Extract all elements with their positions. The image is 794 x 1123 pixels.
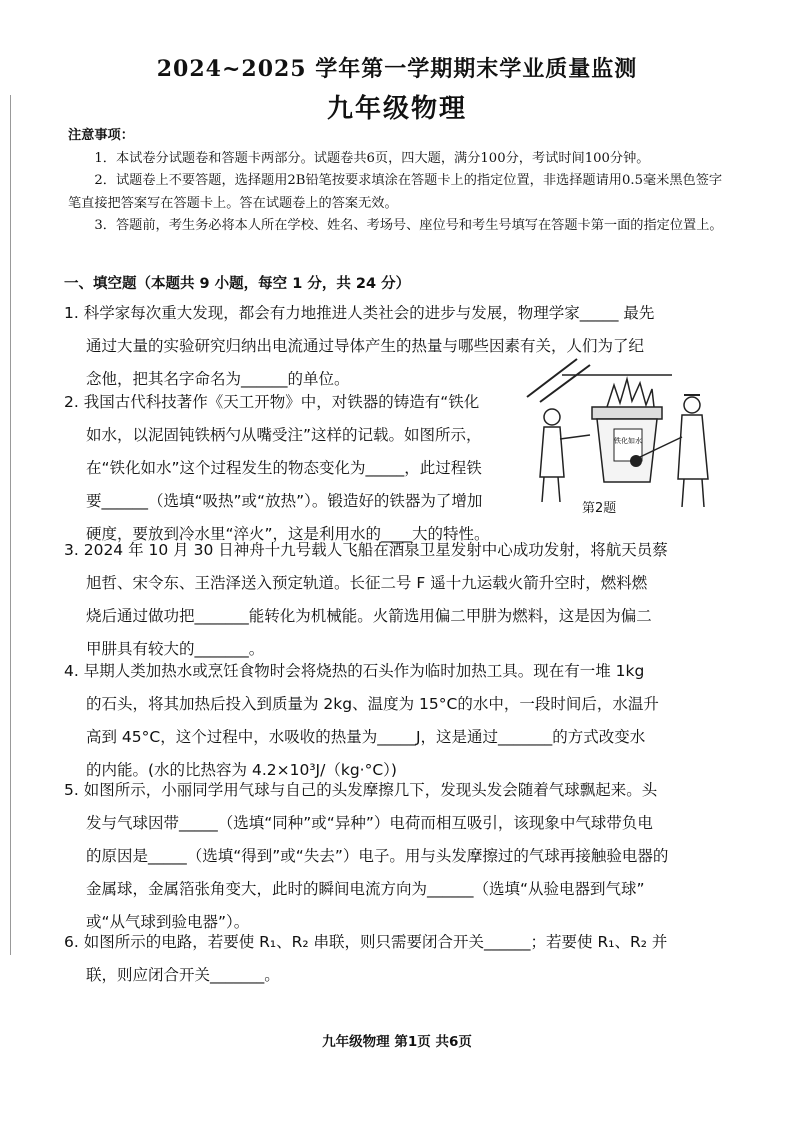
notes-block — [68, 125, 728, 238]
figure-caption: 第2题 — [582, 501, 617, 516]
question-line: 2. 我国古代科技著作《天工开物》中，对铁器的铸造有“铁化 — [64, 393, 480, 411]
binding-line — [10, 95, 11, 955]
worker-left — [540, 409, 590, 502]
question-line: 或“从气球到验电器”）。 — [86, 913, 250, 931]
question-line: 甲肼具有较大的_______。 — [86, 640, 265, 658]
note-item: 2．试题卷上不要答题，选择题用2B铅笔按要求填涂在答题卡上的指定位置，非选择题请用0.5毫米黑色签字笔直接把答案写在答题卡上。答在试题卷上的答案无效。 — [68, 173, 723, 211]
casting-illustration — [522, 357, 720, 517]
question-line: 3. 2024 年 10 月 30 日神舟十九号载人飞船在酒泉卫星发射中心成功发射，将航天员蔡 — [64, 541, 668, 559]
question-line: 的原因是_____（选填“得到”或“失去”）电子。用与头发摩擦过的气球再接触验电器的 — [86, 847, 669, 865]
question-line: 4. 早期人类加热水或烹饪食物时会将烧热的石头作为临时加热工具。现在有一堆 1kg — [64, 662, 645, 680]
question-5 — [64, 774, 744, 939]
question-line: 联，则应闭合开关_______。 — [86, 966, 280, 984]
question-line: 旭哲、宋令东、王浩泽送入预定轨道。长征二号 F 遥十九运载火箭升空时，燃料燃 — [86, 574, 648, 592]
note-item: 1．本试卷分试题卷和答题卡两部分。试题卷共6页，四大题，满分100分，考试时间100分钟。 — [94, 150, 650, 166]
furnace — [592, 379, 662, 482]
question-line: 5. 如图所示，小丽同学用气球与自己的头发摩擦几下，发现头发会随着气球飘起来。头 — [64, 781, 658, 799]
question-line: 高到 45°C，这个过程中，水吸收的热量为_____J，这是通过_______的方式改变水 — [86, 728, 646, 746]
exam-subject: 九年级物理 — [326, 94, 467, 124]
question-line: 1. 科学家每次重大发现，都会有力地推进人类社会的进步与发展，物理学家_____ 最先 — [64, 304, 655, 322]
section-heading: 一、填空题（本题共 9 小题，每空 1 分，共 24 分） — [64, 276, 411, 292]
page-footer: 九年级物理 第1页 共6页 — [322, 1034, 472, 1050]
question-line: 金属球，金属箔张角变大，此时的瞬间电流方向为______（选填“从验电器到气球” — [86, 880, 645, 898]
notes-heading: 注意事项： — [68, 128, 134, 143]
note-item: 3．答题前，考生务必将本人所在学校、姓名、考场号、座位号和考生号填写在答题卡第一面的指定位置上。 — [94, 218, 723, 233]
exam-title: 2024~2025 学年第一学期期末学业质量监测 — [156, 56, 638, 82]
question-6 — [64, 926, 744, 992]
question-line: 在“铁化如水”这个过程发生的物态变化为_____，此过程铁 — [86, 459, 482, 477]
binding-margin — [0, 0, 20, 1123]
question-line: 念他，把其名字命名为______的单位。 — [86, 370, 350, 388]
furnace-label: 铁化如水 — [614, 437, 642, 445]
question-line: 要______（选填“吸热”或“放热”）。锻造好的铁器为了增加 — [86, 492, 483, 510]
question-line: 6. 如图所示的电路，若要使 R₁、R₂ 串联，则只需要闭合开关______；若要使 R₁、R₂ 并 — [64, 933, 668, 951]
question-line: 如水，以泥固钝铁柄勺从嘴受注”这样的记载。如图所示， — [86, 426, 482, 444]
question-4 — [64, 655, 744, 787]
question-line: 硬度，要放到冷水里“淬火”，这是利用水的____大的特性。 — [86, 525, 490, 543]
question-2 — [64, 386, 524, 551]
question-line: 烧后通过做功把_______能转化为机械能。火箭选用偏二甲肼为燃料，这是因为偏二 — [86, 607, 652, 625]
question-line: 的内能。(水的比热容为 4.2×10³J/（kg·°C）) — [86, 761, 397, 779]
question-3 — [64, 534, 744, 666]
question-line: 通过大量的实验研究归纳出电流通过导体产生的热量与哪些因素有关，人们为了纪 — [86, 337, 645, 355]
question-line: 的石头，将其加热后投入到质量为 2kg、温度为 15°C的水中，一段时间后，水温升 — [86, 695, 659, 713]
question-line: 发与气球因带_____（选填“同种”或“异种”）电荷而相互吸引，该现象中气球带负电 — [86, 814, 653, 832]
